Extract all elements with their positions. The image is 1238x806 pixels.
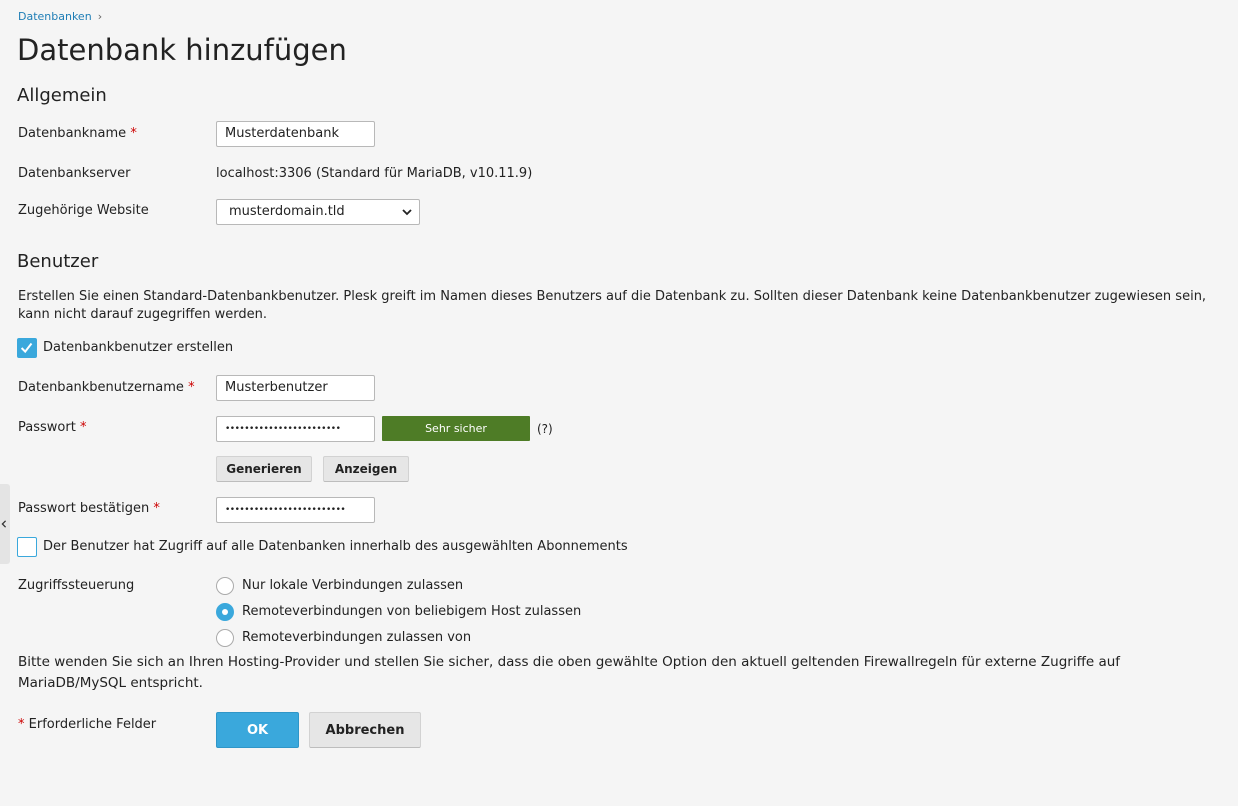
chevron-down-icon [401,206,413,218]
username-input[interactable]: Musterbenutzer [216,375,375,401]
check-icon [18,339,36,357]
firewall-note: Bitte wenden Sie sich an Ihren Hosting-Provider und stellen Sie sicher, dass die oben gewählte Option den aktuell geltenden Firewallregeln für externe Zugriffe auf MariaDB/MySQL entspricht. [18,654,1121,691]
required-marker: * [153,501,160,516]
cancel-button[interactable]: Abbrechen [309,712,421,748]
breadcrumb-link-databases[interactable]: Datenbanken [18,10,92,23]
ok-button[interactable]: OK [216,712,299,748]
db-server-label: Datenbankserver [18,166,131,181]
section-heading-general: Allgemein [17,85,107,106]
password-confirm-input[interactable]: ••••••••••••••••••••••••• [216,497,375,523]
db-server-value: localhost:3306 (Standard für MariaDB, v10.11.9) [216,166,533,181]
radio-remote-from-label[interactable]: Remoteverbindungen zulassen von [242,630,472,645]
password-help-link[interactable]: (?) [537,422,553,436]
password-input[interactable]: •••••••••••••••••••••••• [216,416,375,442]
required-marker: * [18,717,25,732]
required-marker: * [188,380,195,395]
password-label: Passwort * [18,420,87,435]
section-heading-user: Benutzer [17,251,99,272]
website-label: Zugehörige Website [18,203,149,218]
radio-remote-any-host[interactable] [216,603,234,621]
breadcrumb-separator: › [97,10,103,23]
all-databases-checkbox[interactable] [17,537,37,557]
radio-local-only-label[interactable]: Nur lokale Verbindungen zulassen [242,578,464,593]
show-password-button[interactable]: Anzeigen [323,456,409,482]
generate-password-button[interactable]: Generieren [216,456,312,482]
breadcrumb [18,10,102,23]
page-title: Datenbank hinzufügen [17,33,347,67]
side-panel-handle[interactable] [0,484,10,564]
radio-remote-from[interactable] [216,629,234,647]
radio-remote-any-host-label[interactable]: Remoteverbindungen von beliebigem Host zulassen [242,604,582,619]
access-control-label: Zugriffssteuerung [18,578,135,593]
all-databases-label[interactable]: Der Benutzer hat Zugriff auf alle Datenbanken innerhalb des ausgewählten Abonnements [43,539,628,554]
required-marker: * [130,126,137,141]
db-name-label: Datenbankname * [18,126,137,141]
radio-local-only[interactable] [216,577,234,595]
db-name-input[interactable]: Musterdatenbank [216,121,375,147]
required-marker: * [79,420,87,435]
required-fields-note: * Erforderliche Felder [18,717,157,732]
password-confirm-label: Passwort bestätigen * [18,501,160,516]
website-select[interactable] [216,199,420,225]
website-select-value: musterdomain.tld [229,204,345,219]
user-description: Erstellen Sie einen Standard-Datenbankbenutzer. Plesk greift im Namen dieses Benutzers auf die Datenbank zu. Sollten dieser Datenbank keine Datenbankbenutzer zugewiesen sein, kann nicht darauf zugegriffen werden. [18,289,1207,322]
chevron-left-icon [0,519,8,529]
password-strength-indicator: Sehr sicher [382,416,530,441]
create-user-label[interactable]: Datenbankbenutzer erstellen [43,340,234,355]
username-label: Datenbankbenutzername * [18,380,195,395]
create-user-checkbox[interactable] [17,338,37,358]
